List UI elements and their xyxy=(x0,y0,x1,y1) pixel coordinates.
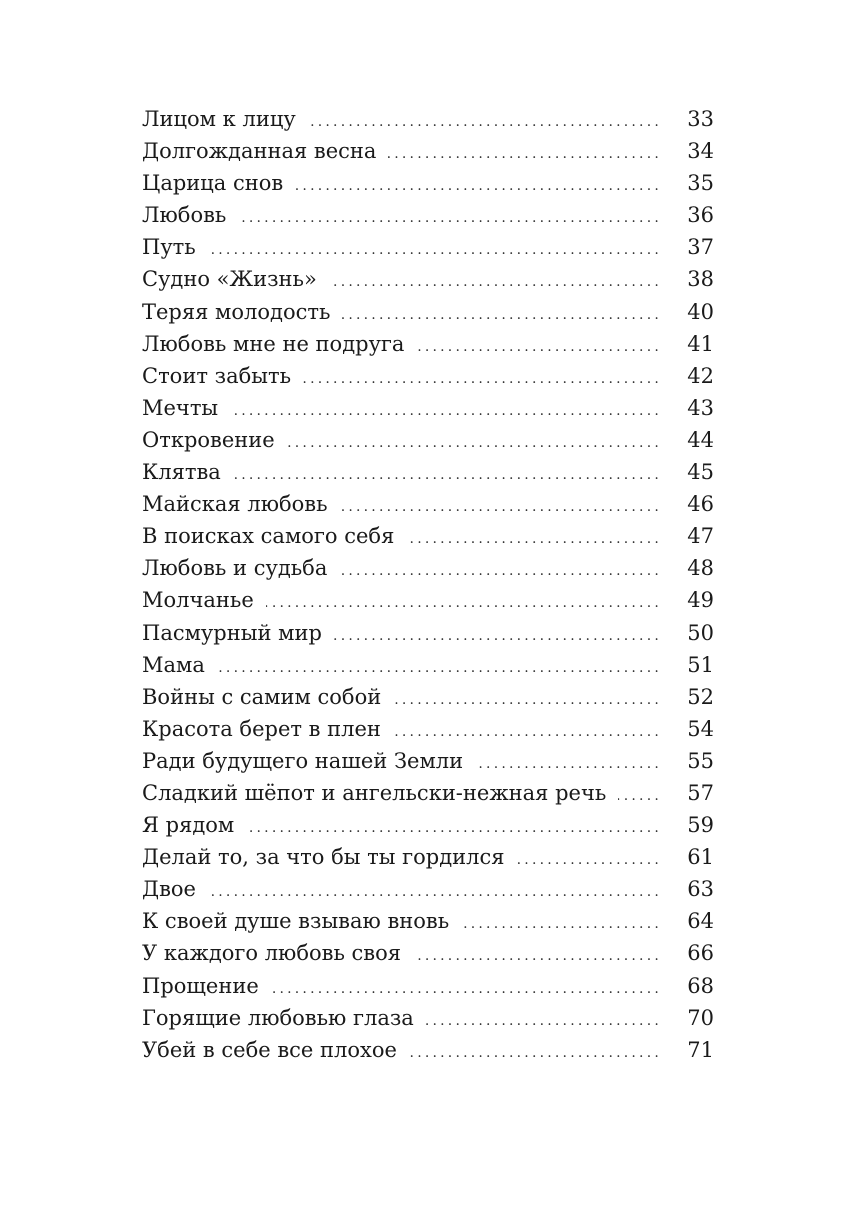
toc-entry-title: Откровение xyxy=(142,427,275,452)
toc-entry-page-number: 40 xyxy=(687,299,714,324)
dot-leader xyxy=(271,973,662,1005)
dot-leader xyxy=(230,395,662,427)
toc-entry-title: Клятва xyxy=(142,460,221,485)
toc-entry-page-number: 70 xyxy=(687,1005,714,1030)
toc-entry-title: Молчанье xyxy=(142,588,254,613)
toc-entry-page-number: 51 xyxy=(687,652,714,677)
toc-entry-page-number: 57 xyxy=(687,780,714,805)
dot-leader xyxy=(393,684,662,716)
dot-leader xyxy=(208,234,662,266)
dot-leader xyxy=(339,555,662,587)
toc-entry xyxy=(142,456,714,488)
toc-entry-title: Прощение xyxy=(142,973,259,998)
toc-entry-title: Любовь xyxy=(142,203,227,228)
dot-leader xyxy=(406,523,662,555)
toc-entry-title: Стоит забыть xyxy=(142,363,291,388)
dot-leader xyxy=(334,620,662,652)
toc-entry-page-number: 35 xyxy=(687,171,714,196)
toc-entry-page-number: 34 xyxy=(687,139,714,164)
toc-entry-page-number: 63 xyxy=(687,877,714,902)
dot-leader xyxy=(618,780,662,812)
toc-entry xyxy=(142,360,714,392)
dot-leader xyxy=(393,716,662,748)
toc-entry xyxy=(142,873,714,905)
toc-entry-title: Двое xyxy=(142,877,196,902)
dot-leader xyxy=(238,202,662,234)
toc-entry-title: Майская любовь xyxy=(142,492,328,517)
toc-entry-page-number: 55 xyxy=(687,748,714,773)
dot-leader xyxy=(246,812,662,844)
toc-entry xyxy=(142,199,714,231)
toc-entry xyxy=(142,905,714,937)
toc-entry xyxy=(142,328,714,360)
dot-leader xyxy=(342,299,662,331)
toc-entry-title: Лицом к лицу xyxy=(142,107,296,131)
toc-entry-page-number: 59 xyxy=(687,813,714,838)
dot-leader xyxy=(517,844,662,876)
toc-entry-title: Красота берет в плен xyxy=(142,716,381,741)
toc-entry-title: Войны с самим собой xyxy=(142,684,382,709)
toc-entry xyxy=(142,552,714,584)
toc-entry-title: Пасмурный мир xyxy=(142,620,322,645)
toc-entry-page-number: 45 xyxy=(687,460,714,485)
toc-entry-page-number: 66 xyxy=(687,941,714,966)
toc-entry xyxy=(142,713,714,745)
toc-entry-page-number: 36 xyxy=(687,203,714,228)
toc-entry xyxy=(142,649,714,681)
toc-entry-title: К своей душе взываю вновь xyxy=(142,909,450,934)
toc-entry-title: Убей в себе все плохое xyxy=(142,1037,397,1062)
toc-entry-title: Ради будущего нашей Земли xyxy=(142,748,464,773)
dot-leader xyxy=(303,363,662,395)
dot-leader xyxy=(340,491,662,523)
toc-entry xyxy=(142,617,714,649)
toc-entry xyxy=(142,135,714,167)
toc-entry-title: В поисках самого себя xyxy=(142,524,395,549)
toc-entry-title: Горящие любовью глаза xyxy=(142,1005,414,1030)
dot-leader xyxy=(409,1037,662,1069)
toc-entry-page-number: 71 xyxy=(687,1037,714,1062)
toc-entry-title: Сладкий шёпот и ангельски-нежная речь xyxy=(142,780,607,805)
toc-entry xyxy=(142,970,714,1002)
toc-entry-title: Мама xyxy=(142,652,205,677)
toc-entry xyxy=(142,584,714,616)
toc-entry-page-number: 50 xyxy=(687,620,714,645)
toc-entry-page-number: 49 xyxy=(687,588,714,613)
dot-leader xyxy=(287,427,662,459)
toc-entry xyxy=(142,424,714,456)
dot-leader xyxy=(426,1005,662,1037)
dot-leader xyxy=(388,138,662,170)
toc-entry-page-number: 33 xyxy=(687,107,714,131)
dot-leader xyxy=(233,459,662,491)
toc-entry xyxy=(142,488,714,520)
toc-entry-page-number: 61 xyxy=(687,845,714,870)
toc-entry xyxy=(142,681,714,713)
toc-entry-page-number: 44 xyxy=(687,427,714,452)
toc-entry-title: Делай то, за что бы ты гордился xyxy=(142,845,505,870)
toc-entry xyxy=(142,777,714,809)
dot-leader xyxy=(295,170,662,202)
toc-entry xyxy=(142,167,714,199)
dot-leader xyxy=(308,106,662,138)
toc-entry xyxy=(142,263,714,295)
toc-entry-title: Я рядом xyxy=(142,813,235,838)
toc-entry-page-number: 41 xyxy=(687,331,714,356)
dot-leader xyxy=(475,748,662,780)
table-of-contents-page xyxy=(142,103,714,1066)
toc-entry-page-number: 47 xyxy=(687,524,714,549)
toc-entry-title: Путь xyxy=(142,235,196,260)
dot-leader xyxy=(461,908,662,940)
dot-leader xyxy=(208,876,662,908)
toc-entry xyxy=(142,103,714,135)
toc-entry xyxy=(142,231,714,263)
toc-entry-title: Теряя молодость xyxy=(142,299,331,324)
toc-entry-page-number: 54 xyxy=(687,716,714,741)
toc-entry-title: Судно «Жизнь» xyxy=(142,267,317,292)
toc-entry-page-number: 42 xyxy=(687,363,714,388)
toc-entry-page-number: 64 xyxy=(687,909,714,934)
toc-entry-page-number: 52 xyxy=(687,684,714,709)
toc-entry-page-number: 37 xyxy=(687,235,714,260)
toc-entry xyxy=(142,296,714,328)
toc-entry-title: Любовь и судьба xyxy=(142,556,328,581)
toc-entry-page-number: 38 xyxy=(687,267,714,292)
toc-entry xyxy=(142,745,714,777)
dot-leader xyxy=(329,266,662,298)
toc-entry xyxy=(142,520,714,552)
toc-entry-page-number: 48 xyxy=(687,556,714,581)
toc-entry-page-number: 46 xyxy=(687,492,714,517)
toc-entry xyxy=(142,809,714,841)
toc-entry-title: Долгожданная весна xyxy=(142,139,377,164)
toc-list xyxy=(142,103,714,1066)
dot-leader xyxy=(413,940,662,972)
toc-entry-title: Любовь мне не подруга xyxy=(142,331,405,356)
dot-leader xyxy=(217,652,662,684)
toc-entry-title: Царица снов xyxy=(142,171,284,196)
toc-entry xyxy=(142,392,714,424)
toc-entry xyxy=(142,937,714,969)
toc-entry-page-number: 43 xyxy=(687,395,714,420)
dot-leader xyxy=(266,587,662,619)
toc-entry xyxy=(142,1002,714,1034)
toc-entry xyxy=(142,1034,714,1066)
toc-entry xyxy=(142,841,714,873)
dot-leader xyxy=(416,331,662,363)
toc-entry-page-number: 68 xyxy=(687,973,714,998)
toc-entry-title: Мечты xyxy=(142,395,219,420)
toc-entry-title: У каждого любовь своя xyxy=(142,941,402,966)
